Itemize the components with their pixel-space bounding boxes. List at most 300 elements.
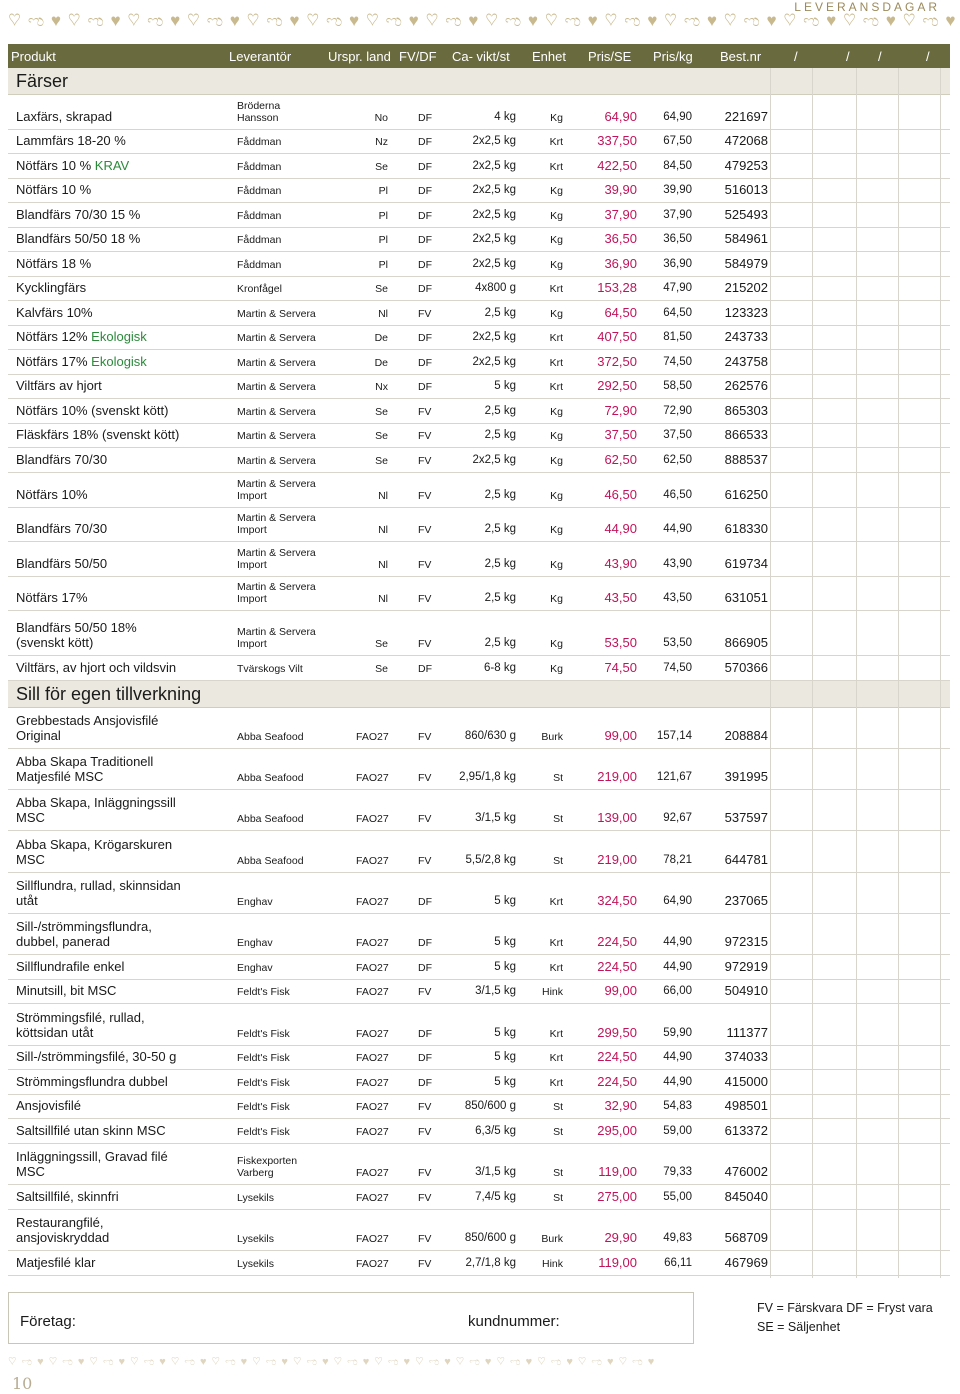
supplier-line1: Martin & Servera: [237, 546, 316, 559]
table-row: [8, 203, 950, 228]
supplier-line2: Feldt's Fisk: [237, 1028, 290, 1041]
supplier: [237, 381, 316, 394]
supplier-line2: Fåddman: [237, 234, 282, 247]
unit: Kg: [550, 234, 563, 247]
supplier: [237, 308, 316, 321]
supplier: [237, 962, 273, 975]
order-number: 479253: [724, 158, 768, 174]
origin-country: FAO27: [356, 1052, 389, 1065]
origin-country: FAO27: [356, 1192, 389, 1205]
product-label-note: (svenskt kött): [91, 403, 169, 419]
supplier-line2: Martin & Servera: [237, 406, 316, 419]
fresh-frozen: FV: [418, 593, 432, 606]
supplier: [237, 430, 316, 443]
supplier: [237, 1258, 274, 1271]
supplier: [237, 547, 316, 572]
price-per-kg: 81,50: [663, 331, 692, 344]
company-label: Företag:: [20, 1313, 76, 1330]
origin-country: Nl: [378, 490, 388, 503]
approx-weight: 2,5 kg: [484, 489, 516, 502]
supplier: [237, 896, 273, 909]
order-number: 613372: [724, 1123, 768, 1139]
unit: Krt: [549, 896, 563, 909]
unit: Kg: [550, 593, 563, 606]
product-name-main: ansjoviskryddad: [16, 1230, 110, 1246]
table-row: [8, 277, 950, 301]
table-row: [8, 708, 950, 749]
day-column-divider: [770, 68, 771, 681]
price-per-unit: 43,50: [604, 590, 637, 606]
price-per-kg: 67,50: [663, 135, 692, 148]
price-per-unit: 407,50: [597, 329, 637, 345]
price-per-kg: 59,00: [663, 1125, 692, 1138]
unit: Krt: [549, 1028, 563, 1041]
supplier-line1: Martin & Servera: [237, 625, 316, 638]
price-per-kg: 72,90: [663, 405, 692, 418]
order-number: 584961: [724, 231, 768, 247]
supplier-line1: Martin & Servera: [237, 477, 316, 490]
unit: Kg: [550, 185, 563, 198]
supplier-line2: Abba Seafood: [237, 813, 304, 826]
product-name: [16, 133, 126, 149]
product-name: [16, 713, 158, 744]
product-name-line1: Restaurangfilé,: [16, 1214, 104, 1230]
table-row: [8, 95, 950, 130]
fresh-frozen: DF: [418, 112, 432, 125]
fresh-frozen: DF: [418, 1028, 432, 1041]
product-name-main: Lammfärs 18-20 %: [16, 133, 126, 149]
approx-weight: 2,5 kg: [484, 592, 516, 605]
origin-country: Nz: [375, 136, 388, 149]
supplier-line2: Lysekils: [237, 1233, 274, 1246]
approx-weight: 850/600 g: [464, 1232, 516, 1245]
fresh-frozen: DF: [418, 937, 432, 950]
order-number: 243758: [724, 354, 768, 370]
table-row: [8, 252, 950, 277]
day-column-divider: [812, 681, 813, 1278]
fresh-frozen: FV: [418, 559, 432, 572]
product-name-main: Nötfärs 18 %: [16, 256, 92, 272]
table-row: [8, 130, 950, 154]
fresh-frozen: FV: [418, 986, 432, 999]
table-row: [8, 955, 950, 980]
order-number: 237065: [724, 893, 768, 909]
product-label-note: MSC: [87, 983, 117, 999]
fresh-frozen: FV: [418, 1233, 432, 1246]
order-number: 476002: [724, 1164, 768, 1180]
unit: Kg: [550, 638, 563, 651]
unit: Kg: [550, 455, 563, 468]
product-name-main: Nötfärs 12%: [16, 329, 88, 345]
legend-line-1: FV = Färskvara DF = Fryst vara: [757, 1301, 933, 1315]
day-column-divider: [812, 68, 813, 681]
unit: Kg: [550, 430, 563, 443]
supplier: [237, 772, 304, 785]
supplier-line2: Fåddman: [237, 161, 282, 174]
price-per-kg: 53,50: [663, 637, 692, 650]
supplier: [237, 731, 304, 744]
fresh-frozen: DF: [418, 234, 432, 247]
origin-country: FAO27: [356, 1258, 389, 1271]
origin-country: FAO27: [356, 813, 389, 826]
price-per-unit: 99,00: [604, 983, 637, 999]
unit: Burk: [541, 1233, 563, 1246]
order-number: 215202: [724, 280, 768, 296]
product-label-note: MSC: [16, 1164, 45, 1180]
price-per-kg: 54,83: [663, 1100, 692, 1113]
product-name: [16, 556, 107, 572]
order-number: 865303: [724, 403, 768, 419]
supplier-line2: Martin & Servera: [237, 332, 316, 345]
supplier: [237, 455, 316, 468]
product-name: [16, 754, 153, 785]
approx-weight: 2x2,5 kg: [472, 454, 516, 467]
price-per-unit: 36,50: [604, 231, 637, 247]
product-name-main: Nötfärs 10 %: [16, 158, 92, 174]
origin-country: Nl: [378, 559, 388, 572]
supplier-line1: Martin & Servera: [237, 580, 316, 593]
price-per-kg: 44,90: [663, 961, 692, 974]
supplier: [237, 1052, 290, 1065]
supplier: [237, 161, 281, 174]
product-name-main: Laxfärs, skrapad: [16, 109, 113, 125]
supplier-line2: Martin & Servera: [237, 381, 316, 394]
approx-weight: 2x2,5 kg: [472, 160, 516, 173]
approx-weight: 2,7/1,8 kg: [465, 1257, 516, 1270]
fresh-frozen: FV: [418, 1126, 432, 1139]
order-number: 570366: [724, 660, 768, 676]
supplier: [237, 234, 281, 247]
table-row: [8, 508, 950, 542]
origin-country: FAO27: [356, 937, 389, 950]
price-per-kg: 58,50: [663, 380, 692, 393]
price-per-unit: 372,50: [597, 354, 637, 370]
product-name: [16, 207, 140, 223]
product-name: [16, 354, 147, 370]
unit: St: [553, 855, 563, 868]
unit: St: [553, 1192, 563, 1205]
price-per-unit: 37,50: [604, 427, 637, 443]
order-number: 972919: [724, 959, 768, 975]
origin-country: Se: [375, 638, 388, 651]
price-per-unit: 422,50: [597, 158, 637, 174]
origin-country: Se: [375, 430, 388, 443]
fresh-frozen: DF: [418, 259, 432, 272]
approx-weight: 2,5 kg: [484, 307, 516, 320]
col-leverantor: Leverantör: [229, 49, 292, 64]
product-name-main: Original: [16, 728, 61, 744]
price-per-unit: 46,50: [604, 487, 637, 503]
product-name-main: köttsidan utåt: [16, 1025, 94, 1041]
fresh-frozen: FV: [418, 1258, 432, 1271]
unit: Kg: [550, 663, 563, 676]
product-name-main: Saltsillfilé utan skinn: [16, 1123, 134, 1139]
price-per-unit: 324,50: [597, 893, 637, 909]
price-per-unit: 295,00: [597, 1123, 637, 1139]
unit: Kg: [550, 559, 563, 572]
supplier: [237, 478, 316, 503]
section-title-sill: Sill för egen tillverkning: [8, 681, 950, 708]
unit: Krt: [549, 161, 563, 174]
product-name: [16, 158, 129, 174]
product-name: [16, 983, 116, 999]
abbreviation-legend: [757, 1299, 933, 1337]
price-per-unit: 219,00: [597, 769, 637, 785]
price-per-unit: 29,90: [604, 1230, 637, 1246]
table-row: [8, 1185, 950, 1210]
order-number: 243733: [724, 329, 768, 345]
approx-weight: 2,5 kg: [484, 405, 516, 418]
unit: Krt: [549, 381, 563, 394]
approx-weight: 2x2,5 kg: [472, 135, 516, 148]
origin-country: FAO27: [356, 1126, 389, 1139]
supplier-line2: Martin & Servera: [237, 357, 316, 370]
unit: Kg: [550, 524, 563, 537]
fresh-frozen: DF: [418, 283, 432, 296]
supplier: [237, 283, 282, 296]
approx-weight: 860/630 g: [464, 730, 516, 743]
fresh-frozen: FV: [418, 524, 432, 537]
origin-country: Nl: [378, 524, 388, 537]
supplier-line2: Abba Seafood: [237, 772, 304, 785]
supplier-line2: Lysekils: [237, 1258, 274, 1271]
product-name-main: Matjesfilé klar: [16, 1255, 96, 1271]
table-row: [8, 831, 950, 873]
product-name-main: Blandfärs 50/50: [16, 556, 108, 572]
supplier-line2: Enghav: [237, 896, 273, 909]
table-row: [8, 473, 950, 508]
price-per-kg: 55,00: [663, 1191, 692, 1204]
table-row: [8, 914, 950, 955]
order-number: 516013: [724, 182, 768, 198]
table-row: [8, 375, 950, 399]
fresh-frozen: DF: [418, 185, 432, 198]
product-name: [16, 590, 88, 606]
order-number: 845040: [724, 1189, 768, 1205]
table-row: [8, 1095, 950, 1119]
price-per-kg: 66,11: [664, 1257, 692, 1270]
table-row: [8, 1210, 950, 1251]
price-per-unit: 64,50: [604, 305, 637, 321]
product-name: [16, 305, 93, 321]
supplier: [237, 136, 281, 149]
product-name: [16, 1049, 176, 1065]
table-row: [8, 154, 950, 179]
customer-number-label: kundnummer:: [468, 1313, 560, 1330]
order-number: 123323: [724, 305, 768, 321]
price-per-kg: 39,90: [663, 184, 692, 197]
col-bestnr: Best.nr: [720, 49, 762, 64]
price-per-kg: 47,90: [663, 282, 692, 295]
price-per-unit: 153,28: [597, 280, 637, 296]
product-name: [16, 182, 91, 198]
price-per-unit: 337,50: [597, 133, 637, 149]
price-per-unit: 64,90: [604, 109, 637, 125]
table-row: [8, 228, 950, 252]
approx-weight: 3/1,5 kg: [475, 812, 516, 825]
price-per-kg: 64,50: [663, 307, 692, 320]
product-name-main: Matjesfilé: [16, 769, 71, 785]
fresh-frozen: FV: [418, 731, 432, 744]
order-number: 472068: [724, 133, 768, 149]
order-number: 972315: [724, 934, 768, 950]
approx-weight: 2,5 kg: [484, 429, 516, 442]
unit: St: [553, 1126, 563, 1139]
col-produkt: Produkt: [11, 49, 56, 64]
unit: Krt: [549, 283, 563, 296]
product-name: [16, 1189, 119, 1205]
origin-country: Nx: [375, 381, 388, 394]
table-row: [8, 179, 950, 203]
page-number: 10: [12, 1374, 33, 1393]
approx-weight: 6-8 kg: [484, 662, 516, 675]
product-name-line1: Abba Skapa Traditionell: [16, 753, 154, 769]
supplier-line2: Import: [237, 524, 267, 537]
unit: St: [553, 1101, 563, 1114]
supplier-line2: Martin & Servera: [237, 308, 316, 321]
supplier-line2: Fåddman: [237, 210, 282, 223]
supplier-line2: Feldt's Fisk: [237, 1126, 290, 1139]
price-per-unit: 39,90: [604, 182, 637, 198]
origin-country: Pl: [378, 210, 388, 223]
product-name-main: Blandfärs 70/30: [16, 521, 108, 537]
order-number: 208884: [724, 728, 768, 744]
supplier-line2: Import: [237, 638, 267, 651]
price-per-unit: 37,90: [604, 207, 637, 223]
order-number: 568709: [724, 1230, 768, 1246]
origin-country: Nl: [378, 593, 388, 606]
approx-weight: 5 kg: [494, 895, 516, 908]
table-row: [8, 790, 950, 831]
price-per-kg: 36,50: [663, 233, 692, 246]
decorative-heart-border-top: ♡ ಌ ♥ ♡ ಌ ♥ ♡ ಌ ♥ ♡ ಌ ♥ ♡ ಌ ♥ ♡ ಌ ♥ ♡ ಌ ♥ ♡ ಌ ♥ ♡ ಌ ♥ ♡ ಌ ♥ ♡ ಌ ♥ ♡ ಌ ♥ ♡ ಌ ♥ ♡ ಌ ♥ ♡ ಌ ♥ ♡ ಌ ♥: [8, 11, 957, 30]
supplier-line2: Martin & Servera: [237, 455, 316, 468]
table-row: [8, 448, 950, 473]
supplier: [237, 855, 304, 868]
day-column-divider: [898, 681, 899, 1278]
origin-country: FAO27: [356, 986, 389, 999]
product-name-main: Kycklingfärs: [16, 280, 87, 296]
supplier: [237, 1028, 290, 1041]
decorative-heart-border-bottom: ♡ ಌ ♥ ♡ ಌ ♥ ♡ ಌ ♥ ♡ ಌ ♥ ♡ ಌ ♥ ♡ ಌ ♥ ♡ ಌ ♥ ♡ ಌ ♥ ♡ ಌ ♥ ♡ ಌ ♥ ♡ ಌ ♥ ♡ ಌ ♥ ♡ ಌ ♥ ♡ ಌ ♥ ♡ ಌ ♥ ♡ ಌ ♥: [8, 1356, 656, 1368]
unit: Krt: [549, 1052, 563, 1065]
fresh-frozen: DF: [418, 332, 432, 345]
approx-weight: 3/1,5 kg: [475, 985, 516, 998]
supplier: [237, 937, 273, 950]
product-name: [16, 837, 172, 868]
origin-country: Pl: [378, 185, 388, 198]
product-name-main: Nötfärs 10 %: [16, 182, 92, 198]
table-row: [8, 326, 950, 350]
unit: Hink: [541, 986, 563, 999]
unit: Kg: [550, 490, 563, 503]
price-per-kg: 59,90: [663, 1027, 692, 1040]
product-name: [16, 329, 147, 345]
table-header: [8, 44, 950, 68]
col-day-1: /: [794, 49, 798, 64]
supplier: [237, 1126, 290, 1139]
price-per-kg: 84,50: [663, 160, 692, 173]
order-info-box: [8, 1292, 694, 1344]
price-per-kg: 121,67: [656, 771, 692, 784]
table-row: [8, 1046, 950, 1070]
product-name-main: Nötfärs 17%: [16, 590, 88, 606]
supplier: [237, 1192, 274, 1205]
origin-country: No: [374, 112, 388, 125]
supplier: [237, 986, 290, 999]
supplier-line2: Import: [237, 559, 267, 572]
unit: Burk: [541, 731, 563, 744]
approx-weight: 5 kg: [494, 1027, 516, 1040]
supplier-line2: Tvärskogs Vilt: [237, 663, 303, 676]
col-fvdf: FV/DF: [399, 49, 437, 64]
price-per-unit: 44,90: [604, 521, 637, 537]
approx-weight: 4x800 g: [475, 282, 516, 295]
order-number: 525493: [724, 207, 768, 223]
product-name: [16, 109, 112, 125]
col-day-2: /: [846, 49, 850, 64]
price-per-unit: 99,00: [604, 728, 637, 744]
product-name: [16, 487, 88, 503]
product-name-main: Ansjovisfilé: [16, 1098, 82, 1114]
table-row: [8, 1251, 950, 1276]
origin-country: Se: [375, 406, 388, 419]
product-name-main: Sill-/strömmingsfilé, 30-50 g: [16, 1049, 177, 1065]
order-number: 644781: [724, 852, 768, 868]
fresh-frozen: DF: [418, 210, 432, 223]
product-name: [16, 427, 179, 443]
product-name-main: utåt: [16, 893, 38, 909]
product-name-main: Saltsillfilé, skinnfri: [16, 1189, 119, 1205]
approx-weight: 4 kg: [494, 111, 516, 124]
supplier: [237, 663, 303, 676]
product-name-main: Blandfärs 50/50 18 %: [16, 231, 141, 247]
product-name: [16, 620, 137, 651]
price-per-unit: 119,00: [598, 1164, 637, 1180]
col-day-3: /: [878, 49, 882, 64]
approx-weight: 2x2,5 kg: [472, 209, 516, 222]
price-per-unit: 74,50: [604, 660, 637, 676]
fresh-frozen: DF: [418, 136, 432, 149]
order-number: 391995: [724, 769, 768, 785]
supplier: [237, 1233, 274, 1246]
supplier-line2: Hansson: [237, 112, 279, 125]
supplier-line2: Fåddman: [237, 185, 282, 198]
product-name: [16, 521, 107, 537]
day-column-divider: [856, 681, 857, 1278]
approx-weight: 2x2,5 kg: [472, 258, 516, 271]
fresh-frozen: FV: [418, 430, 432, 443]
table-row: [8, 424, 950, 448]
product-name-main: dubbel, panerad: [16, 934, 110, 950]
supplier-line2: Enghav: [237, 937, 273, 950]
leveransdagar-label: LEVERANSDAGAR: [794, 0, 940, 14]
product-name-main: Blandfärs 70/30: [16, 452, 108, 468]
approx-weight: 3/1,5 kg: [475, 1166, 516, 1179]
supplier: [237, 185, 281, 198]
supplier-line2: Varberg: [237, 1167, 274, 1180]
fresh-frozen: FV: [418, 490, 432, 503]
supplier-line2: Martin & Servera: [237, 430, 316, 443]
price-per-unit: 224,50: [597, 934, 637, 950]
order-number: 616250: [724, 487, 768, 503]
price-per-kg: 64,90: [663, 111, 692, 124]
product-label-eco: Ekologisk: [91, 329, 147, 345]
supplier-line2: Feldt's Fisk: [237, 1101, 290, 1114]
col-priskg: Pris/kg: [653, 49, 693, 64]
supplier-line2: Fåddman: [237, 136, 282, 149]
approx-weight: 2x2,5 kg: [472, 233, 516, 246]
